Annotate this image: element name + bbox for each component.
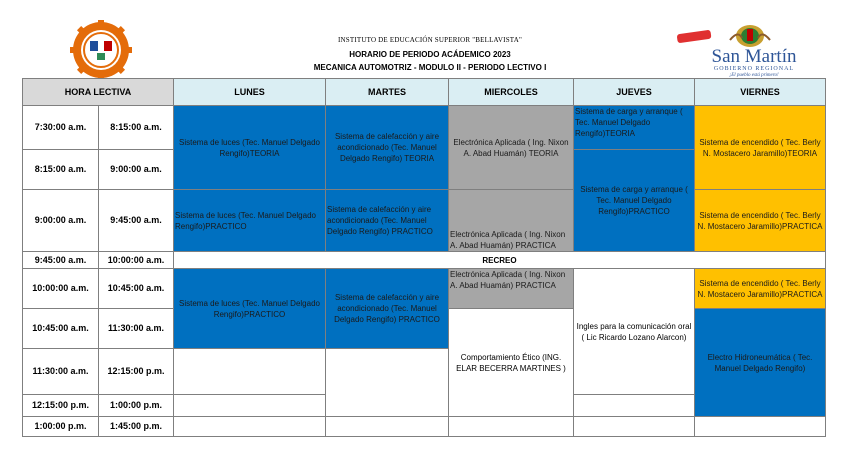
table-row	[23, 417, 826, 437]
class-cell: Electrónica Aplicada ( Ing. Nixon A. Abad Huamán) TEORIA	[449, 106, 574, 190]
day-header-viernes: VIERNES	[695, 79, 826, 106]
class-cell: Electrónica Aplicada ( Ing. Nixon A. Abad Huamán) PRACTICA	[449, 190, 574, 252]
class-cell: Ingles para la comunicación oral ( Lic Ricardo Lozano Alarcon)	[574, 269, 695, 395]
table-row	[23, 190, 826, 252]
day-header-martes: MARTES	[326, 79, 449, 106]
empty-cell	[174, 417, 326, 437]
time-end: 9:45:00 a.m.	[99, 190, 174, 252]
class-cell: Sistema de carga y arranque ( Tec. Manuel Delgado Rengifo)TEORIA	[574, 106, 695, 150]
time-end: 9:00:00 a.m.	[99, 150, 174, 190]
time-start: 10:45:00 a.m.	[23, 309, 99, 349]
recreo-label: RECREO	[174, 252, 826, 269]
day-header-jueves: JUEVES	[574, 79, 695, 106]
empty-cell	[174, 349, 326, 395]
time-end: 10:45:00 a.m.	[99, 269, 174, 309]
empty-cell	[174, 395, 326, 417]
time-end: 8:15:00 a.m.	[99, 106, 174, 150]
badge-icon	[676, 28, 712, 44]
time-end: 1:00:00 p.m.	[99, 395, 174, 417]
class-cell: Sistema de luces (Tec. Manuel Delgado Rengifo)PRACTICO	[174, 190, 326, 252]
empty-cell	[449, 417, 574, 437]
empty-cell	[326, 349, 449, 417]
time-end: 1:45:00 p.m.	[99, 417, 174, 437]
institute-logo	[68, 20, 134, 80]
logo-motto: ¡El pueblo está primero!	[729, 73, 779, 78]
time-start: 10:00:00 a.m.	[23, 269, 99, 309]
header-row	[23, 79, 826, 106]
time-end: 10:00:00 a.m.	[99, 252, 174, 269]
recreo-row	[23, 252, 826, 269]
time-start: 9:00:00 a.m.	[23, 190, 99, 252]
time-end: 11:30:00 a.m.	[99, 309, 174, 349]
class-cell: Electro Hidroneumática ( Tec. Manuel Delgado Rengifo)	[695, 309, 826, 417]
time-start: 11:30:00 a.m.	[23, 349, 99, 395]
empty-cell	[574, 417, 695, 437]
day-header-miercoles: MIERCOLES	[449, 79, 574, 106]
class-cell: Sistema de luces (Tec. Manuel Delgado Rengifo)TEORIA	[174, 106, 326, 190]
time-start: 7:30:00 a.m.	[23, 106, 99, 150]
time-start: 1:00:00 p.m.	[23, 417, 99, 437]
logo-gov: GOBIERNO REGIONAL	[713, 66, 795, 72]
gobierno-regional-logo	[676, 22, 824, 82]
class-cell: Sistema de encendido ( Tec. Berly N. Mostacero Jaramillo)PRACTICA	[695, 190, 826, 252]
empty-cell	[574, 395, 695, 417]
class-cell: Sistema de calefacción y aire acondicionado (Tec. Manuel Delgado Rengifo) PRACTICO	[326, 269, 449, 349]
time-start: 12:15:00 p.m.	[23, 395, 99, 417]
schedule-table	[22, 78, 826, 437]
document-title: HORARIO DE PERIODO ACÁDEMICO 2023	[349, 50, 511, 59]
class-cell: Comportamiento Ético (ING. ELAR BECERRA MARTINES )	[449, 309, 574, 417]
day-header-lunes: LUNES	[174, 79, 326, 106]
time-start: 9:45:00 a.m.	[23, 252, 99, 269]
institution-name: INSTITUTO DE EDUCACIÓN SUPERIOR "BELLAVISTA"	[337, 36, 523, 44]
class-cell: Sistema de encendido ( Tec. Berly N. Mostacero Jaramillo)TEORIA	[695, 106, 826, 190]
class-cell: Sistema de calefacción y aire acondicionado (Tec. Manuel Delgado Rengifo) TEORIA	[326, 106, 449, 190]
hora-lectiva-header: HORA LECTIVA	[23, 79, 174, 106]
class-cell: Sistema de carga y arranque ( Tec. Manuel Delgado Rengifo)PRACTICO	[574, 150, 695, 252]
empty-cell	[695, 417, 826, 437]
time-end: 12:15:00 p.m.	[99, 349, 174, 395]
table-row	[23, 106, 826, 150]
class-cell: Sistema de luces (Tec. Manuel Delgado Rengifo)PRACTICO	[174, 269, 326, 349]
logo-name: San Martín	[711, 46, 797, 67]
empty-cell	[326, 417, 449, 437]
time-start: 8:15:00 a.m.	[23, 150, 99, 190]
table-row	[23, 269, 826, 309]
class-cell: Electrónica Aplicada ( Ing. Nixon A. Abad Huamán) PRACTICA	[449, 269, 574, 309]
document-subtitle: MECANICA AUTOMOTRIZ - MODULO II - PERIODO LECTIVO I	[313, 63, 547, 72]
class-cell: Sistema de calefacción y aire acondicionado (Tec. Manuel Delgado Rengifo) PRACTICO	[326, 190, 449, 252]
class-cell: Sistema de encendido ( Tec. Berly N. Mostacero Jaramillo)PRACTICA	[695, 269, 826, 309]
coat-of-arms-icon	[728, 22, 772, 48]
